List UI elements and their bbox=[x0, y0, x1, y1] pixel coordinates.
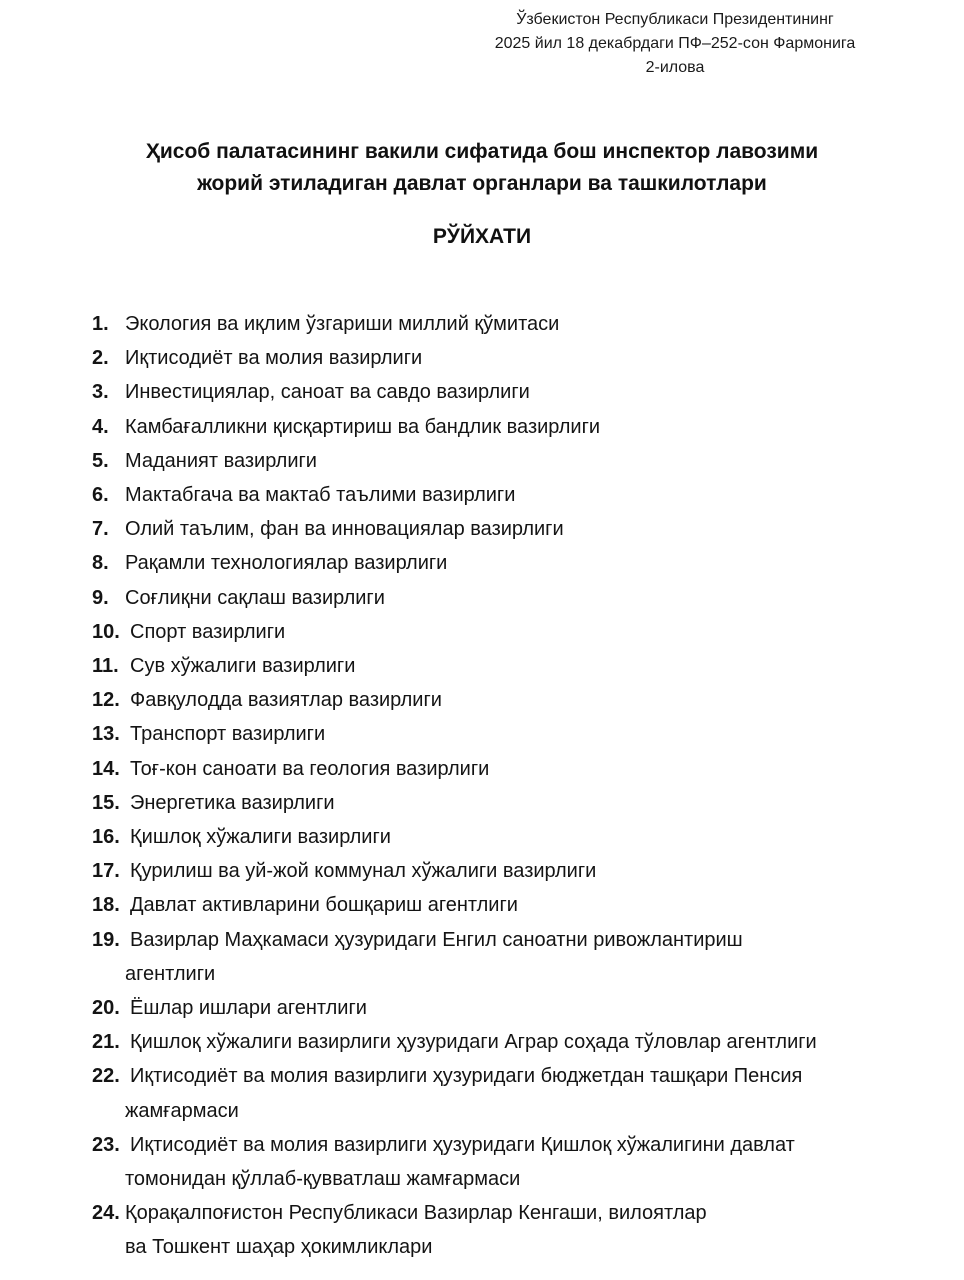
list-item-number: 8. bbox=[92, 552, 109, 575]
list-item-number: 14. bbox=[92, 757, 120, 780]
list-item-text-continuation: ва Тошкент шаҳар ҳокимликлари bbox=[125, 1236, 433, 1259]
list-item-number: 1. bbox=[92, 313, 109, 335]
list-item-text: Фавқулодда вазиятлар вазирлиги bbox=[130, 689, 442, 712]
list-item bbox=[92, 410, 932, 444]
list-item-text: Қишлоқ хўжалиги вазирлиги bbox=[130, 826, 391, 849]
list-item bbox=[92, 1196, 932, 1264]
list-item-number: 12. bbox=[92, 689, 120, 712]
title-line-2: жорий этиладиган давлат органлари ва ташкилотлари bbox=[197, 172, 767, 195]
list-item-number: 21. bbox=[92, 1031, 120, 1054]
list-item-number: 5. bbox=[92, 449, 109, 472]
list-item bbox=[92, 752, 932, 786]
list-item bbox=[92, 1059, 932, 1127]
list-item-number: 17. bbox=[92, 860, 120, 883]
document-title bbox=[60, 136, 904, 200]
list-item-number: 11. bbox=[92, 655, 119, 678]
list-item-text: Олий таълим, фан ва инновациялар вазирлиги bbox=[125, 518, 564, 541]
list-item-text-continuation: жамғармаси bbox=[125, 1099, 239, 1122]
annex-line-2: 2025 йил 18 декабрдаги ПФ–252-сон Фармонига bbox=[494, 35, 856, 52]
list-item-text: Спорт вазирлиги bbox=[130, 620, 286, 643]
list-item-number: 19. bbox=[92, 928, 120, 951]
list-item bbox=[92, 888, 932, 922]
list-item-text: Энергетика вазирлиги bbox=[130, 791, 335, 814]
list-item bbox=[92, 717, 932, 751]
list-item-text: Маданият вазирлиги bbox=[125, 449, 317, 472]
list-item-text: Иқтисодиёт ва молия вазирлиги bbox=[125, 347, 423, 370]
list-item bbox=[92, 307, 932, 341]
list-item-text: Инвестициялар, саноат ва савдо вазирлиги bbox=[125, 381, 530, 404]
list-item-text: Мактабгача ва мактаб таълими вазирлиги bbox=[125, 484, 516, 507]
annex-header bbox=[440, 8, 910, 80]
list-item bbox=[92, 478, 932, 512]
list-item-number: 4. bbox=[92, 415, 109, 438]
list-item-number: 15. bbox=[92, 791, 120, 814]
list-item bbox=[92, 786, 932, 820]
list-item-text: Ёшлар ишлари агентлиги bbox=[130, 997, 367, 1020]
list-item-text: Қурилиш ва уй-жой коммунал хўжалиги вазирлиги bbox=[130, 860, 597, 883]
list-item bbox=[92, 1025, 932, 1059]
list-item-number: 9. bbox=[92, 586, 109, 609]
annex-line-3: 2-илова bbox=[645, 59, 705, 76]
list-item-number: 18. bbox=[92, 894, 120, 917]
list-item bbox=[92, 512, 932, 546]
list-item-number: 13. bbox=[92, 723, 120, 746]
list-item-text: Қорақалпоғистон Республикаси Вазирлар Кенгаши, вилоятлар bbox=[125, 1202, 707, 1225]
list-item-number: 16. bbox=[92, 826, 120, 849]
list-item-text: Рақамли технологиялар вазирлиги bbox=[125, 552, 448, 575]
list-item-number: 20. bbox=[92, 997, 120, 1020]
list-item-number: 7. bbox=[92, 518, 109, 541]
list-item-text: Камбағалликни қисқартириш ва бандлик вазирлиги bbox=[125, 415, 601, 438]
list-item-text: Иқтисодиёт ва молия вазирлиги ҳузуридаги Қишлоқ хўжалигини давлат bbox=[130, 1133, 795, 1156]
list-item-text: Тоғ-кон саноати ва геология вазирлиги bbox=[130, 757, 490, 780]
list-item-text: Соғлиқни сақлаш вазирлиги bbox=[125, 586, 385, 609]
list-item-text: Вазирлар Маҳкамаси ҳузуридаги Енгил саноатни ривожлантириш bbox=[130, 928, 743, 951]
list-item bbox=[92, 546, 932, 580]
list-item bbox=[92, 1128, 932, 1196]
list-item-number: 3. bbox=[92, 381, 109, 404]
list-item bbox=[92, 615, 932, 649]
list-item bbox=[92, 991, 932, 1025]
list-item bbox=[92, 444, 932, 478]
list-item-number: 6. bbox=[92, 484, 109, 507]
list-item bbox=[92, 581, 932, 615]
list-item-text-continuation: агентлиги bbox=[125, 962, 216, 985]
list-item-number: 10. bbox=[92, 620, 120, 643]
list-item bbox=[92, 923, 932, 991]
list-item-number: 2. bbox=[92, 347, 109, 370]
list-item-text: Транспорт вазирлиги bbox=[130, 723, 326, 746]
list-item-number: 23. bbox=[92, 1133, 120, 1156]
title-line-1: Ҳисоб палатасининг вакили сифатида бош инспектор лавозими bbox=[145, 140, 819, 163]
list-item-number: 22. bbox=[92, 1065, 120, 1088]
list-item-text: Қишлоқ хўжалиги вазирлиги ҳузуридаги Аграр соҳада тўловлар агентлиги bbox=[130, 1031, 817, 1054]
list-item-text: Экология ва иқлим ўзгариши миллий қўмитаси bbox=[125, 313, 560, 335]
annex-line-1: Ўзбекистон Республикаси Президентининг bbox=[516, 11, 834, 28]
list-item bbox=[92, 820, 932, 854]
list-item bbox=[92, 683, 932, 717]
list-item bbox=[92, 341, 932, 375]
list-item-text: Сув хўжалиги вазирлиги bbox=[130, 655, 356, 678]
list-item-text-continuation: томонидан қўллаб-қувватлаш жамғармаси bbox=[125, 1168, 521, 1191]
document-subtitle: РЎЙХАТИ bbox=[432, 225, 532, 248]
list-item bbox=[92, 375, 932, 409]
list-item bbox=[92, 649, 932, 683]
list-item-text: Иқтисодиёт ва молия вазирлиги ҳузуридаги бюджетдан ташқари Пенсия bbox=[130, 1065, 803, 1088]
list-item-text: Давлат активларини бошқариш агентлиги bbox=[130, 894, 518, 917]
organization-list bbox=[92, 307, 932, 1265]
list-item-number: 24. bbox=[92, 1202, 120, 1225]
list-item bbox=[92, 854, 932, 888]
